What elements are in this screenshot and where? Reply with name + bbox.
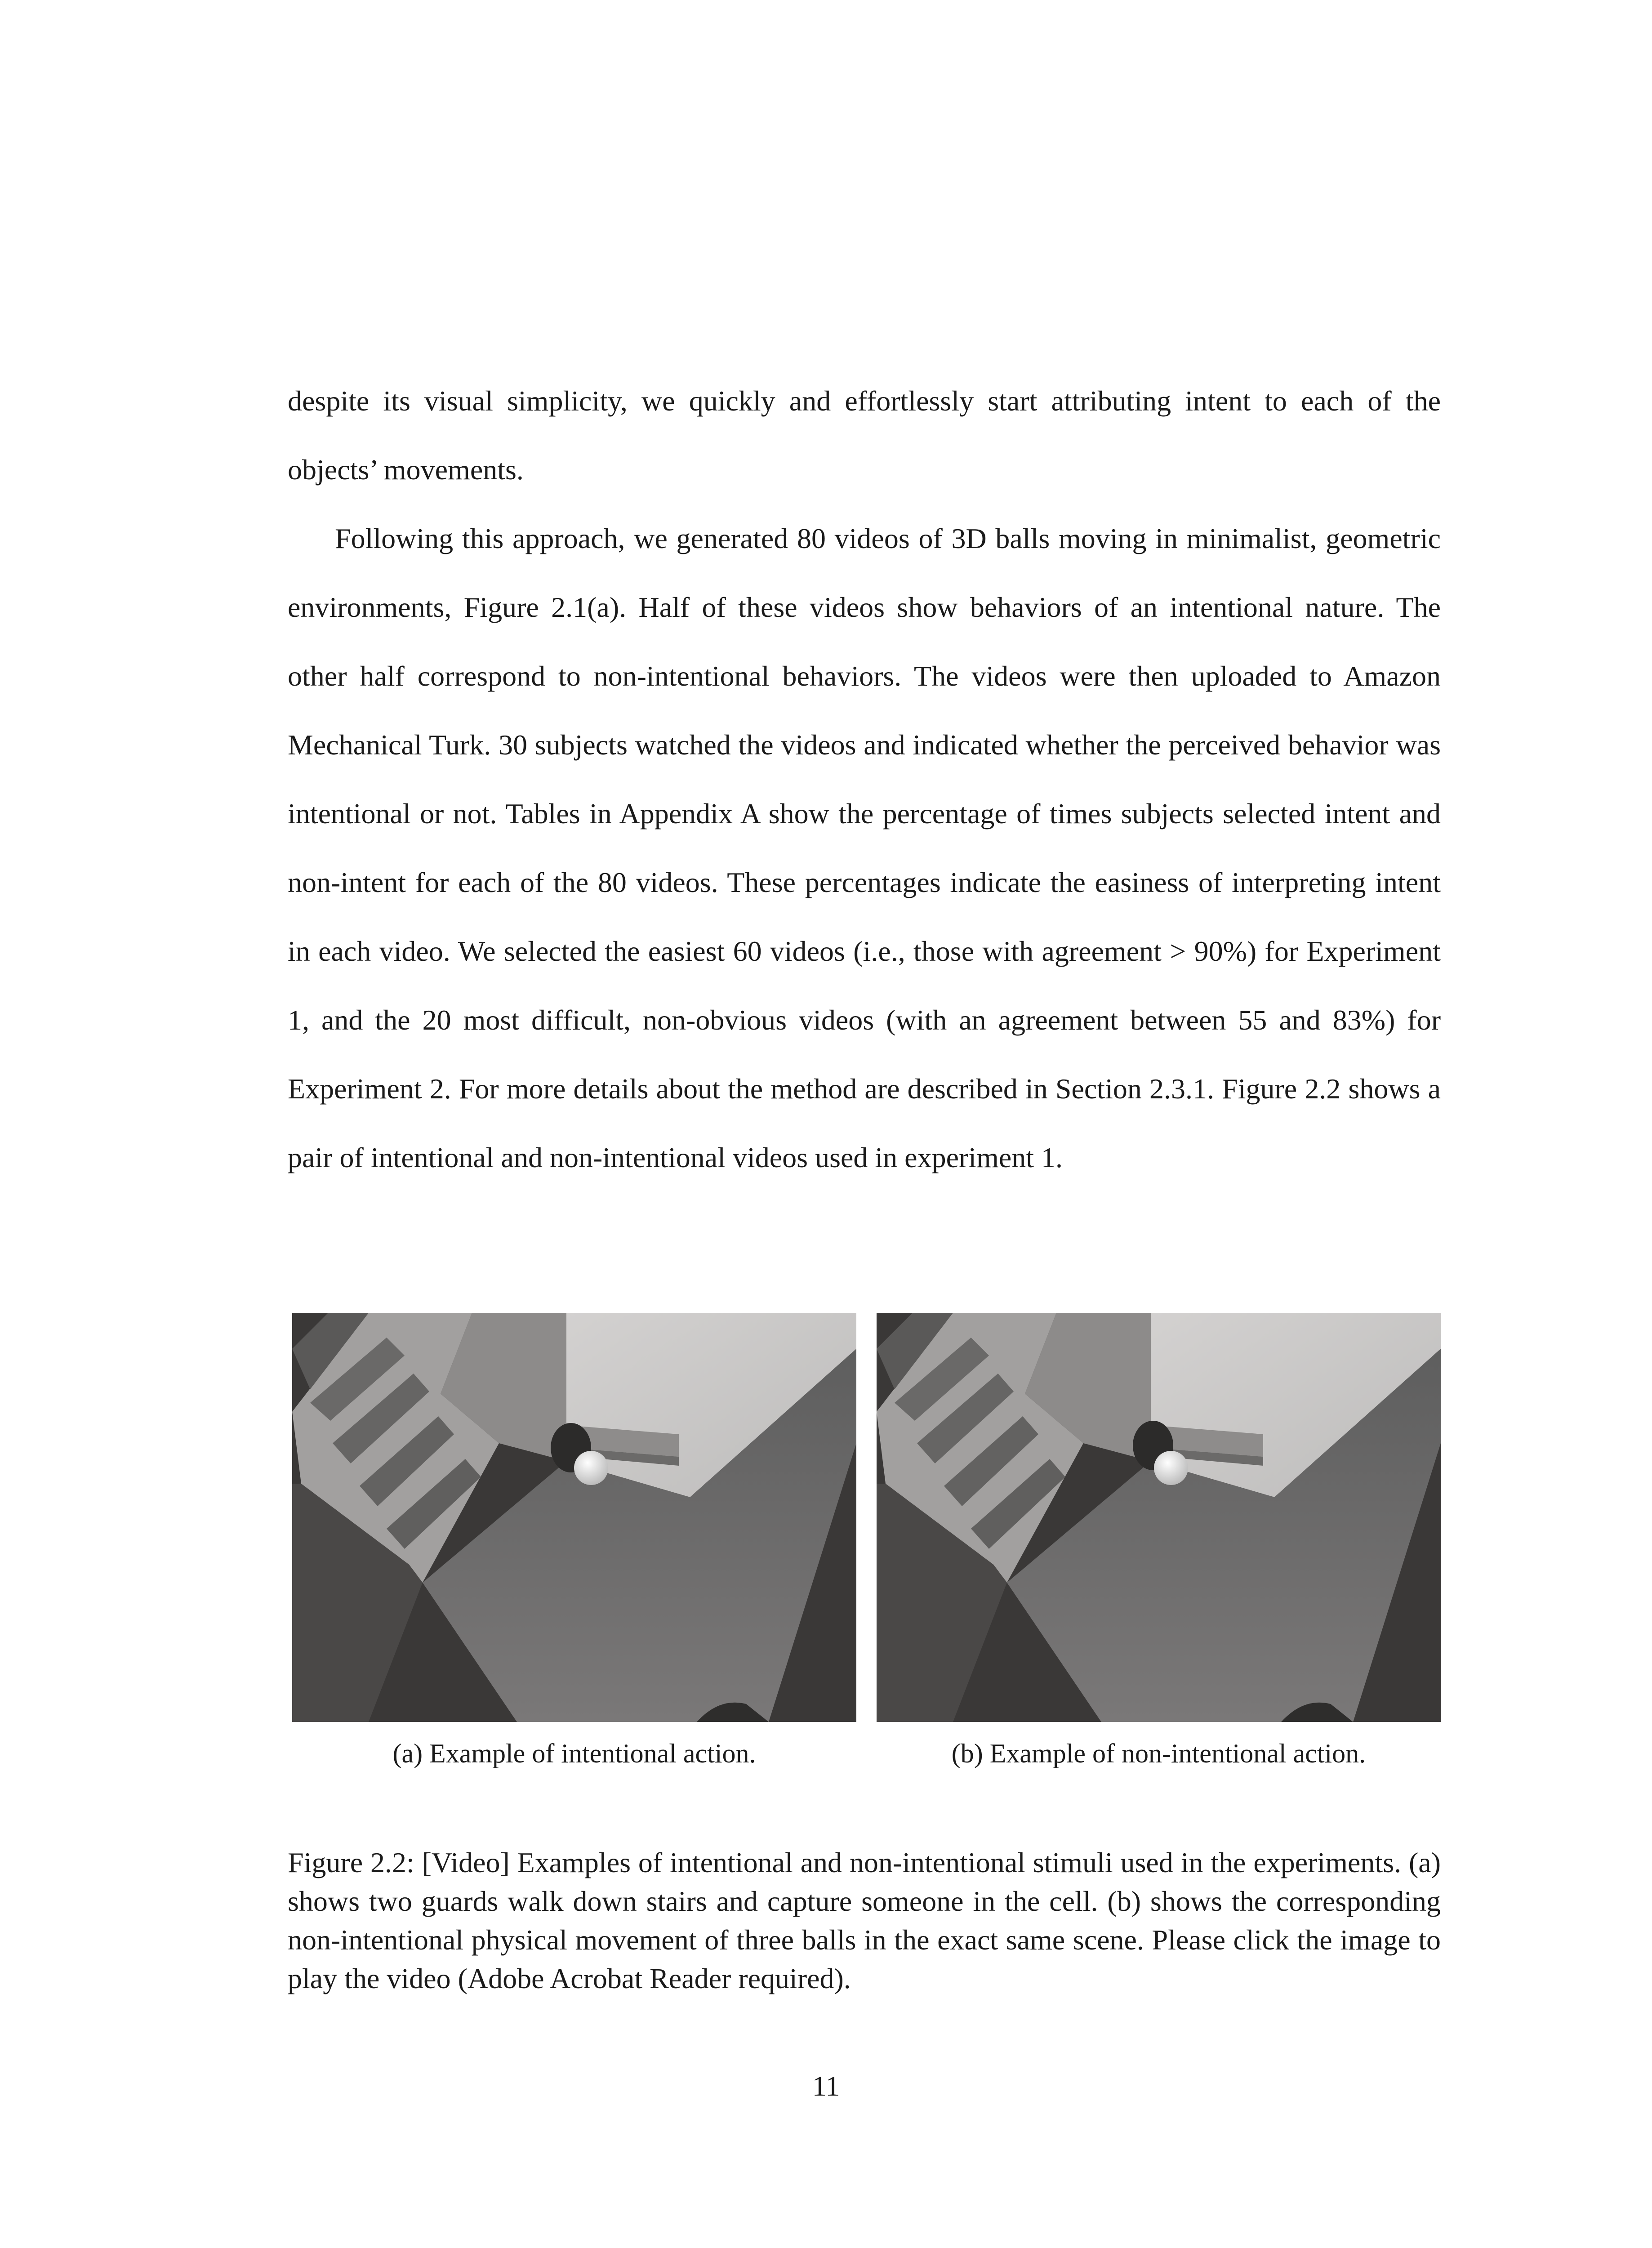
page-number: 11 bbox=[812, 2070, 840, 2102]
figure-2-2 bbox=[292, 1313, 1441, 1724]
subcaption-b: (b) Example of non-intentional action. bbox=[951, 1739, 1366, 1768]
body-text bbox=[288, 366, 1441, 1192]
figure-caption: Figure 2.2: [Video] Examples of intentional and non-intentional stimuli used in the experiments. (a) shows two guards walk down stairs and capture someone in the cell. (b) shows the corresponding non-intentional physical movement of three balls in the exact same scene. Please click the image to play the video (Adobe Acrobat Reader required). bbox=[288, 1847, 1441, 1994]
paragraph-1: despite its visual simplicity, we quickly and effortlessly start attributing intent to each of the objects’ movements. bbox=[288, 385, 1441, 486]
video-non-intentional-action[interactable] bbox=[877, 1313, 1441, 1722]
video-intentional-action[interactable] bbox=[292, 1313, 856, 1722]
scene-render-a bbox=[292, 1313, 856, 1722]
scene-render-b bbox=[877, 1313, 1441, 1722]
paragraph-2: Following this approach, we generated 80 videos of 3D balls moving in minimalist, geometric environments, Figure 2.1(a). Half of these videos show behaviors of an intentional nature. The other half correspond to non-intentional behaviors. The videos were then uploaded to Amazon Mechanical Turk. 30 subjects watched the videos and indicated whether the perceived behavior was intentional or not. Tables in Appendix A show the percentage of times subjects selected intent and non-intent for each of the 80 videos. These percentages indicate the easiness of interpreting intent in each video. We selected the easiest 60 videos (i.e., those with agreement > 90%) for Experiment 1, and the 20 most difficult, non-obvious videos (with an agreement between 55 and 83%) for Experiment 2. For more details about the method are described in Section 2.3.1. Figure 2.2 shows a pair of intentional and non-intentional videos used in experiment 1. bbox=[288, 522, 1441, 1173]
subcaption-a: (a) Example of intentional action. bbox=[392, 1739, 756, 1768]
